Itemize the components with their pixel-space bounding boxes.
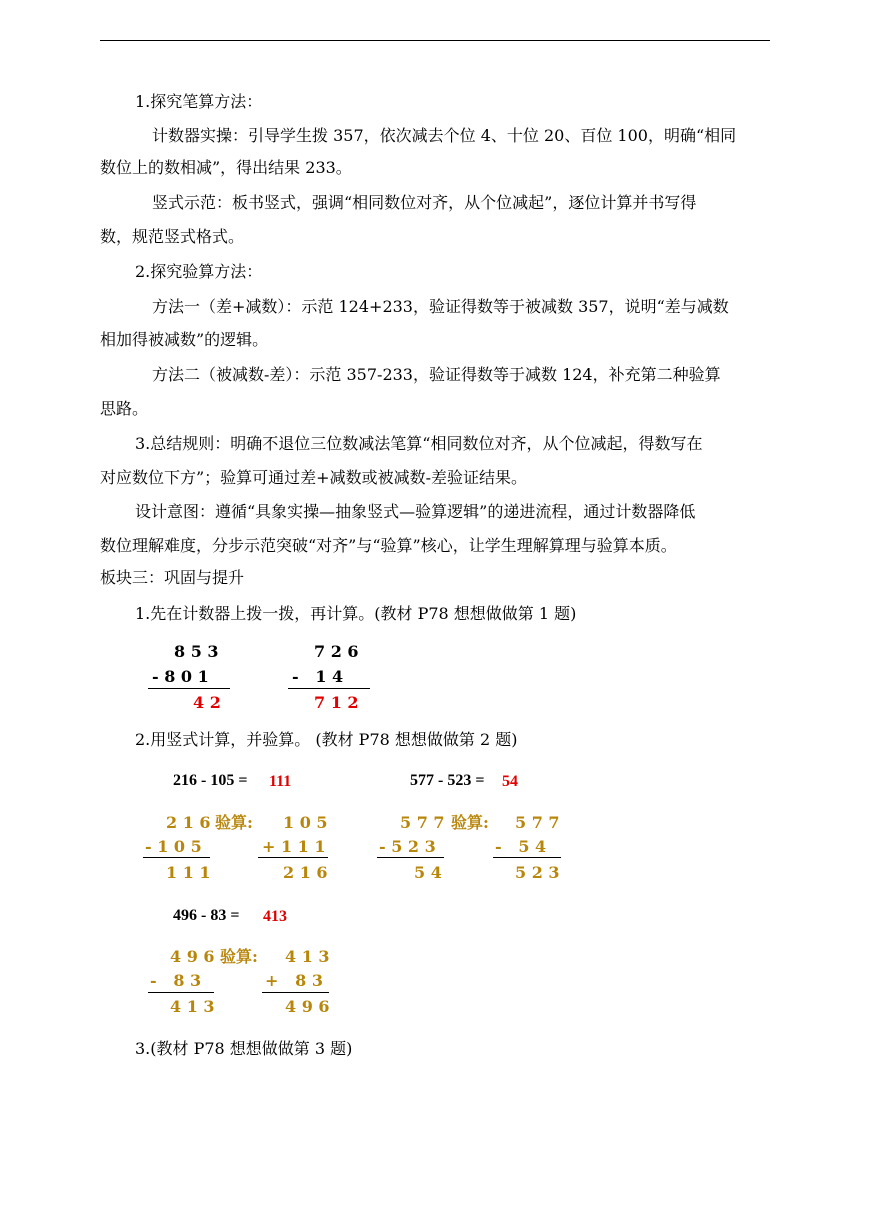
paragraph-line: 对应数位下方”；验算可通过差+减数或被减数-差验证结果。 <box>100 468 527 487</box>
paragraph-line: 数位理解难度，分步示范突破“对齐”与“验算”核心，让学生理解算理与验算本质。 <box>100 536 677 555</box>
equation: 577 - 523 = <box>410 772 485 789</box>
equation: 216 - 105 = <box>173 772 248 789</box>
check-top: 5 7 7 <box>515 813 560 832</box>
exercise-2-prompt: 2.用竖式计算，并验算。 (教材 P78 想想做做第 2 题) <box>135 730 518 749</box>
vertical-subtrahend: - 1 4 <box>292 667 344 686</box>
vertical-bar <box>143 857 210 858</box>
vertical-result: 1 1 1 <box>166 863 211 882</box>
step2-heading: 2.探究验算方法： <box>135 262 263 281</box>
paragraph-line: 思路。 <box>100 399 149 418</box>
paragraph-line: 方法一（差+减数）：示范 124+233，验证得数等于被减数 357，说明“差与减数 <box>152 297 729 316</box>
vertical-answer: 4 2 <box>193 693 221 712</box>
check-label: 验算: <box>215 813 253 832</box>
vertical-subtrahend: - 8 3 <box>150 971 202 990</box>
vertical-answer: 7 1 2 <box>314 693 359 712</box>
vertical-top: 2 1 6 <box>166 813 211 832</box>
header-rule <box>100 40 770 41</box>
vertical-top: 8 5 3 <box>174 642 219 661</box>
check-top: 4 1 3 <box>285 947 330 966</box>
equation-answer: 111 <box>269 773 292 790</box>
equation-answer: 54 <box>502 773 518 790</box>
paragraph-line: 竖式示范：板书竖式，强调“相同数位对齐，从个位减起”，逐位计算并书写得 <box>152 193 697 212</box>
vertical-subtrahend: - 1 0 5 <box>145 837 202 856</box>
exercise-3-prompt: 3.(教材 P78 想想做做第 3 题) <box>135 1039 353 1058</box>
vertical-top: 5 7 7 <box>400 813 445 832</box>
check-result: 2 1 6 <box>283 863 328 882</box>
check-addend: + 1 1 1 <box>262 837 326 856</box>
vertical-bar <box>288 688 370 689</box>
check-label: 验算: <box>220 947 258 966</box>
equation-answer: 413 <box>263 908 287 925</box>
check-label: 验算: <box>451 813 489 832</box>
equation: 496 - 83 = <box>173 907 240 924</box>
vertical-subtrahend: - 8 0 1 <box>152 667 209 686</box>
vertical-subtrahend: - 5 2 3 <box>379 837 436 856</box>
check-addend: + 8 3 <box>265 971 323 990</box>
paragraph-line: 方法二（被减数-差）：示范 357-233，验证得数等于减数 124，补充第二种验算 <box>152 365 721 384</box>
exercise-1-prompt: 1.先在计数器上拨一拨，再计算。(教材 P78 想想做做第 1 题) <box>135 604 577 623</box>
check-subtrahend: - 5 4 <box>495 837 547 856</box>
vertical-bar <box>148 688 230 689</box>
section-heading: 板块三：巩固与提升 <box>100 568 245 587</box>
step1-heading: 1.探究笔算方法： <box>135 92 263 111</box>
paragraph-line: 计数器实操：引导学生拨 357，依次减去个位 4、十位 20、百位 100，明确“相同 <box>152 126 737 145</box>
vertical-result: 5 4 <box>414 863 442 882</box>
vertical-top: 7 2 6 <box>314 642 359 661</box>
vertical-bar <box>262 992 329 993</box>
check-top: 1 0 5 <box>283 813 328 832</box>
check-result: 4 9 6 <box>285 997 330 1016</box>
vertical-bar <box>377 857 444 858</box>
vertical-result: 4 1 3 <box>170 997 215 1016</box>
vertical-bar <box>148 992 214 993</box>
paragraph-line: 设计意图：遵循“具象实操—抽象竖式—验算逻辑”的递进流程，通过计数器降低 <box>135 502 696 521</box>
paragraph-line: 数，规范竖式格式。 <box>100 227 245 246</box>
check-result: 5 2 3 <box>515 863 560 882</box>
paragraph-line: 3.总结规则：明确不退位三位数减法笔算“相同数位对齐，从个位减起，得数写在 <box>135 434 703 453</box>
vertical-top: 4 9 6 <box>170 947 215 966</box>
paragraph-line: 数位上的数相减”，得出结果 233。 <box>100 158 352 177</box>
vertical-bar <box>493 857 561 858</box>
paragraph-line: 相加得被减数”的逻辑。 <box>100 330 269 349</box>
vertical-bar <box>258 857 328 858</box>
